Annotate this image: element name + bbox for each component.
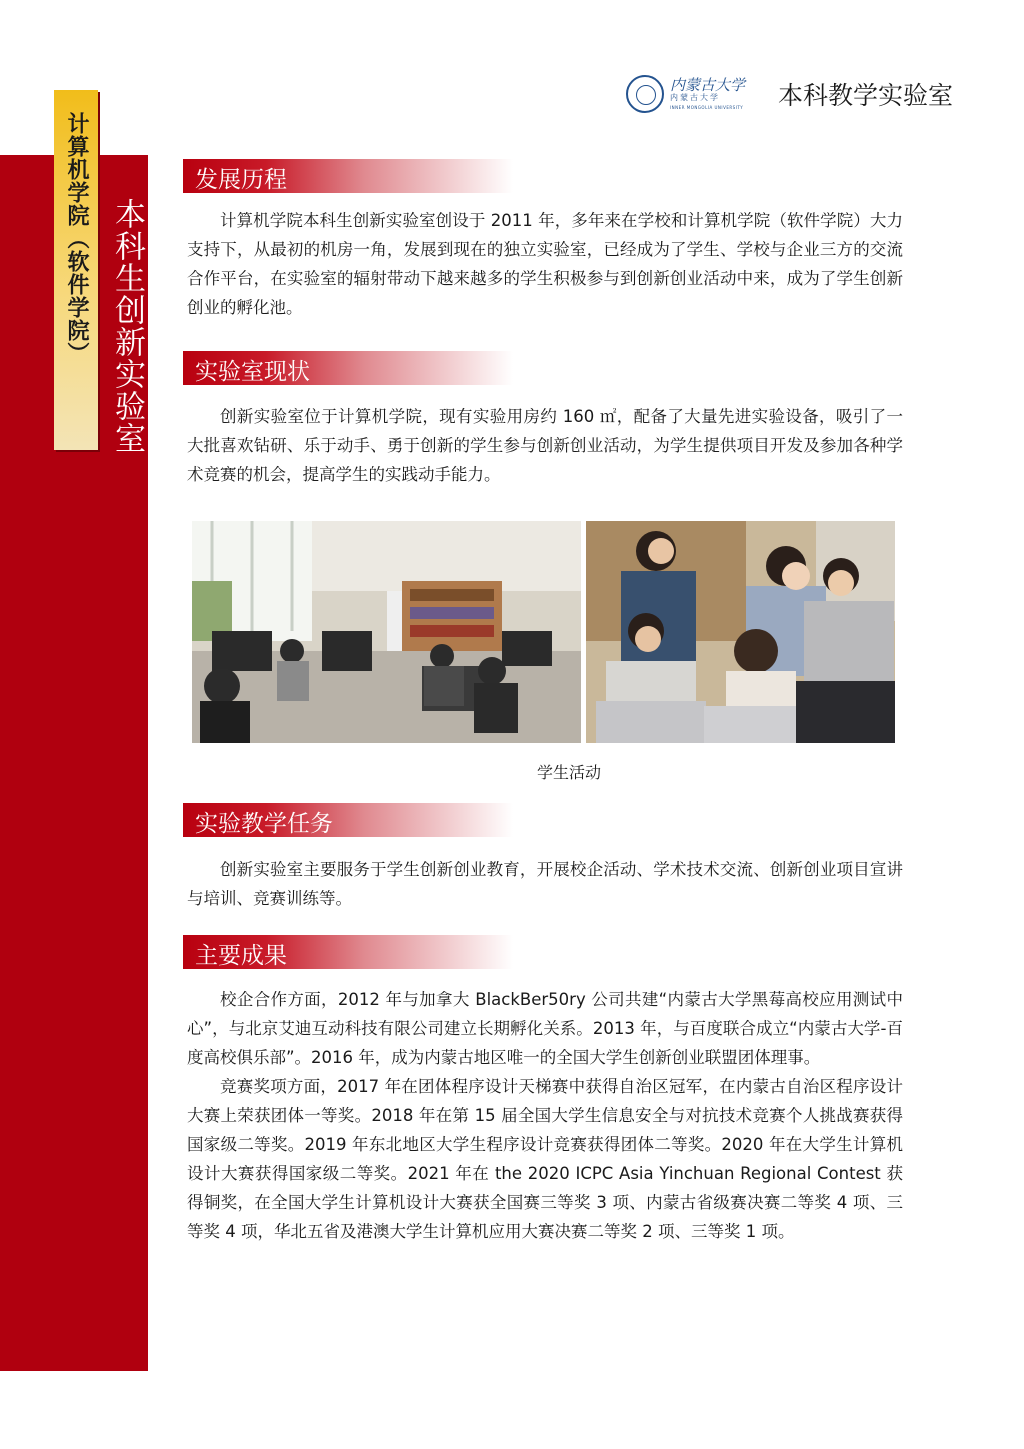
section-heading-tasks <box>183 803 513 837</box>
university-logo <box>670 74 776 114</box>
tasks-text <box>187 855 903 913</box>
lab-vertical-title: 本科生创新实验室 <box>109 198 145 454</box>
paragraph: 竞赛奖项方面，2017 年在团体程序设计天梯赛中获得自治区冠军，在内蒙古自治区程序设计大赛上荣获团体一等奖。2018 年在第 15 届全国大学生信息安全与对抗技术竞赛个人挑战赛获得国家级二等奖。2019 年东北地区大学生程序设计竞赛获得团体二等奖。2020 年在大学生计算机设计大赛获得国家级二等奖。2021 年在 the 2020 ICPC Asia Yinchuan Regional Contest 获得铜奖，在全国大学生计算机设计大赛获全国赛三等奖 3 项、内蒙古省级赛决赛二等奖 4 项、三等奖 4 项，华北五省及港澳大学生计算机应用大赛决赛二等奖 2 项、三等奖 1 项。 <box>187 1077 903 1241</box>
logo-line-1: 内蒙古大学 <box>670 76 746 94</box>
section-heading-status <box>183 351 513 385</box>
university-seal-icon <box>626 75 664 113</box>
section-heading-text: 实验教学任务 <box>195 811 333 837</box>
logo-line-3: INNER MONGOLIA UNIVERSITY <box>670 105 744 110</box>
section-heading-history <box>183 159 513 193</box>
paragraph: 创新实验室位于计算机学院，现有实验用房约 160 ㎡，配备了大量先进实验设备，吸引了一大批喜欢钻研、乐于动手、勇于创新的学生参与创新创业活动，为学生提供项目开发及参加各种学术竞赛的机会，提高学生的实践动手能力。 <box>187 407 903 484</box>
paragraph: 创新实验室主要服务于学生创新创业教育，开展校企活动、学术技术交流、创新创业项目宣讲与培训、竞赛训练等。 <box>187 860 903 908</box>
section-heading-text: 发展历程 <box>195 167 287 193</box>
paragraph: 计算机学院本科生创新实验室创设于 2011 年，多年来在学校和计算机学院（软件学院）大力支持下，从最初的机房一角，发展到现在的独立实验室，已经成为了学生、学校与企业三方的交流合作平台，在实验室的辐射带动下越来越多的学生积极参与到创新创业活动中来，成为了学生创新创业的孵化池。 <box>187 211 903 317</box>
students-photo <box>586 521 895 743</box>
paragraph: 校企合作方面，2012 年与加拿大 BlackBer50ry 公司共建“内蒙古大学黑莓高校应用测试中心”，与北京艾迪互动科技有限公司建立长期孵化关系。2013 年，与百度联合成立“内蒙古大学-百度高校俱乐部”。2016 年，成为内蒙古地区唯一的全国大学生创新创业联盟团体理事。 <box>187 990 903 1067</box>
page-header <box>626 72 953 116</box>
history-text <box>187 206 903 322</box>
lab-room-photo <box>192 521 581 743</box>
section-heading-text: 主要成果 <box>195 943 287 969</box>
college-tab <box>54 90 98 450</box>
results-text <box>187 985 903 1246</box>
status-text <box>187 402 903 489</box>
photo-caption: 学生活动 <box>537 763 602 782</box>
section-heading-text: 实验室现状 <box>195 359 310 385</box>
section-heading-results <box>183 935 513 969</box>
logo-line-2: 内蒙古大学 <box>670 93 720 102</box>
college-name: 计算机学院（软件学院） <box>64 112 89 365</box>
header-title: 本科教学实验室 <box>778 81 954 110</box>
